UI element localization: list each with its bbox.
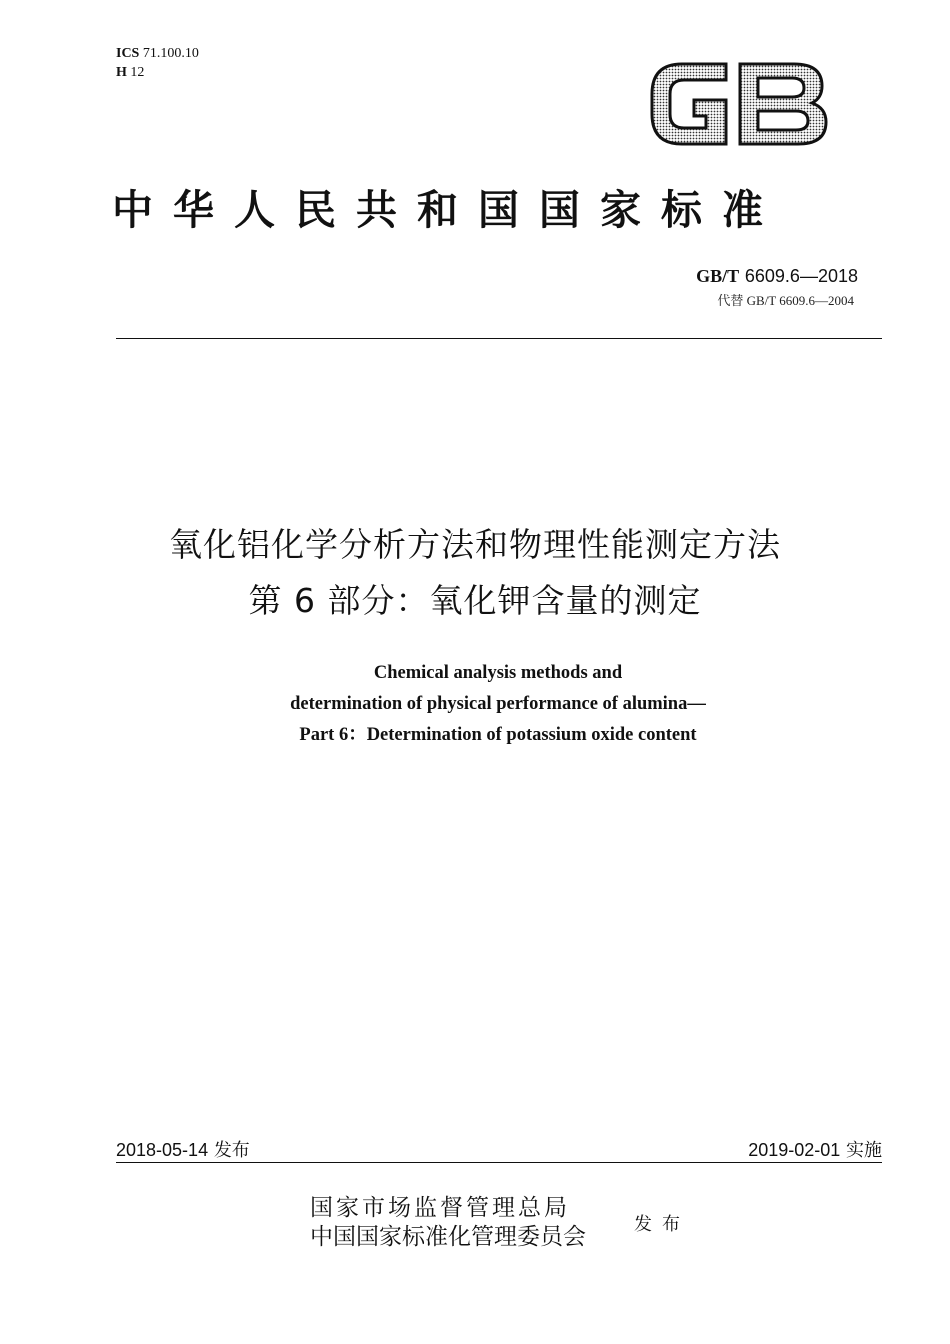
chinese-title-line1: 氧化铝化学分析方法和物理性能测定方法 xyxy=(169,525,781,564)
publish-date-value: 2018-05-14 xyxy=(116,1140,209,1160)
top-divider xyxy=(116,338,882,339)
bottom-divider xyxy=(116,1162,882,1163)
publish-date xyxy=(116,1136,250,1162)
ccs-line xyxy=(116,63,199,82)
ccs-code: 12 xyxy=(130,65,145,80)
national-standard-heading: 中华人民共和国国家标准 xyxy=(112,186,783,234)
ics-code: 71.100.10 xyxy=(142,46,199,61)
ccs-label: H xyxy=(116,65,127,80)
english-title-line3: Part 6：Determination of potassium oxide content xyxy=(299,725,697,745)
chinese-title-line2: 第 6 部分：氧化钾含量的测定 xyxy=(248,581,702,620)
ics-line xyxy=(116,44,199,63)
ics-label: ICS xyxy=(116,46,140,61)
standard-number: 6609.6—2018 xyxy=(744,266,858,286)
issued-label: 发布 xyxy=(634,1214,690,1235)
english-title-line1: Chemical analysis methods and xyxy=(373,663,623,683)
implement-date xyxy=(748,1136,882,1162)
publish-date-label: 发布 xyxy=(213,1140,250,1161)
standard-prefix: GB/T xyxy=(696,266,740,286)
issuing-authorities xyxy=(310,1194,586,1252)
implement-date-value: 2019-02-01 xyxy=(748,1140,841,1160)
issuer-line2: 中国国家标准化管理委员会 xyxy=(310,1224,586,1250)
issuer-line1: 国家市场监督管理总局 xyxy=(310,1195,570,1221)
gb-logo-icon xyxy=(644,56,834,152)
classification-codes xyxy=(116,44,199,82)
implement-date-label: 实施 xyxy=(846,1140,882,1161)
english-title xyxy=(0,658,950,751)
replaces-note: 代替 GB/T 6609.6—2004 xyxy=(717,293,854,308)
standard-code xyxy=(696,266,858,287)
english-title-line2: determination of physical performance of alumina— xyxy=(290,694,706,714)
